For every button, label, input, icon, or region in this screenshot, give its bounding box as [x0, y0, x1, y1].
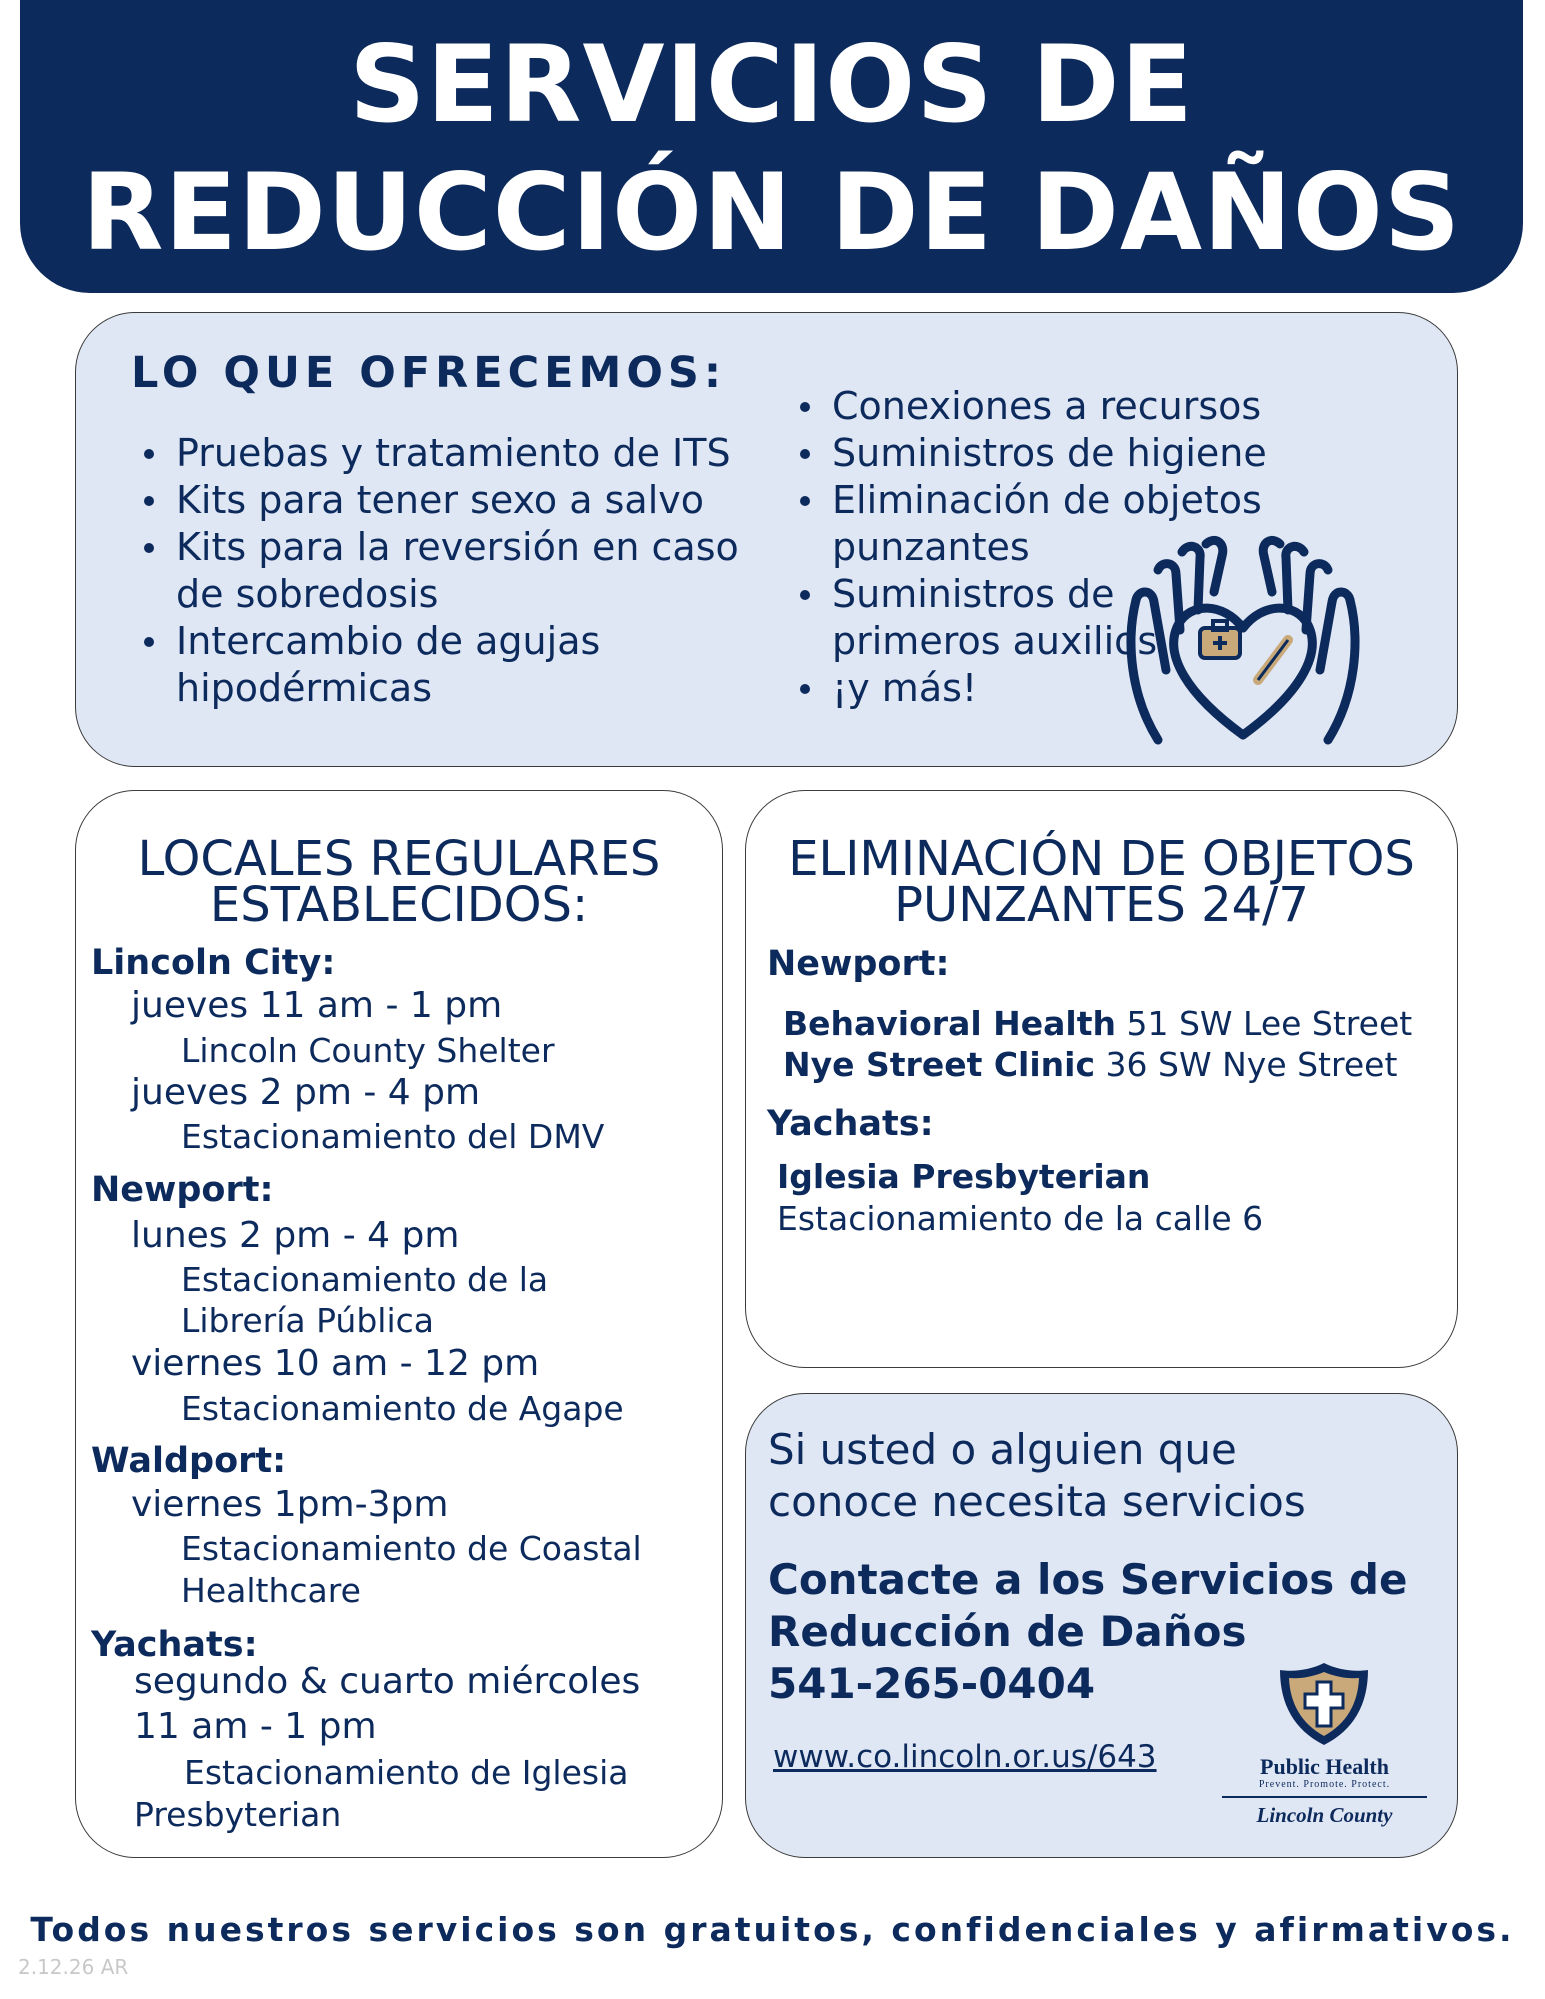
schedule-place: Estacionamiento de Agape: [181, 1389, 624, 1428]
document-code: 2.12.26 AR: [18, 1955, 129, 1979]
list-item: Kits para la reversión en caso de sobredosis: [138, 524, 756, 618]
sharps-location: Nye Street Clinic 36 SW Nye Street: [783, 1045, 1398, 1084]
contact-intro: Si usted o alguien que: [768, 1425, 1237, 1474]
list-item: ¡y más!: [794, 665, 1312, 712]
list-item: Eliminación de objetos punzantes: [794, 477, 1312, 571]
sharps-city-newport: Newport:: [767, 944, 950, 984]
schedule-time: segundo & cuarto miércoles: [134, 1661, 641, 1702]
schedule-time: viernes 10 am - 12 pm: [131, 1343, 540, 1384]
list-item: Suministros de higiene: [794, 430, 1312, 477]
list-item: Conexiones a recursos: [794, 383, 1312, 430]
schedule-place: Estacionamiento de la: [181, 1260, 549, 1299]
page-title-line2: REDUCCIÓN DE DAÑOS: [81, 151, 1462, 274]
sharps-title-line2: PUNZANTES 24/7: [894, 877, 1309, 933]
contact-website-link[interactable]: www.co.lincoln.or.us/643: [773, 1739, 1157, 1775]
logo-divider: [1222, 1796, 1427, 1798]
logo-tagline: Prevent. Promote. Protect.: [1258, 1779, 1391, 1790]
schedule-place: Librería Pública: [181, 1301, 434, 1340]
list-item: Pruebas y tratamiento de ITS: [138, 430, 756, 477]
list-item: Intercambio de agujas hipodérmicas: [138, 618, 756, 712]
page-title-line1: SERVICIOS DE: [349, 23, 1194, 146]
schedule-place: Estacionamiento de Iglesia: [184, 1753, 629, 1792]
shield-cross-icon: [1276, 1660, 1372, 1748]
contact-intro: conoce necesita servicios: [768, 1477, 1306, 1526]
list-item: Kits para tener sexo a salvo: [138, 477, 756, 524]
schedule-time: jueves 2 pm - 4 pm: [131, 1072, 481, 1113]
schedule-place: Healthcare: [181, 1571, 361, 1610]
schedule-time: viernes 1pm-3pm: [131, 1484, 449, 1525]
locations-title-line1: LOCALES REGULARES: [137, 831, 661, 887]
offer-list-left: [138, 430, 756, 712]
city-newport: Newport:: [91, 1170, 274, 1210]
contact-cta: Reducción de Daños: [768, 1607, 1247, 1656]
schedule-time: lunes 2 pm - 4 pm: [131, 1215, 460, 1256]
public-health-logo: [1222, 1660, 1427, 1840]
contact-cta: Contacte a los Servicios de: [768, 1555, 1408, 1604]
footer-statement: Todos nuestros servicios son gratuitos, confidenciales y afirmativos.: [30, 1910, 1515, 1949]
sharps-location-address: Estacionamiento de la calle 6: [777, 1199, 1264, 1238]
locations-card: [75, 790, 723, 1858]
list-item: Suministros de primeros auxilios: [794, 571, 1312, 665]
contact-phone[interactable]: 541-265-0404: [768, 1659, 1096, 1708]
city-lincoln: Lincoln City:: [91, 943, 336, 983]
schedule-place: Presbyterian: [134, 1795, 342, 1834]
sharps-location-name: Iglesia Presbyterian: [777, 1157, 1151, 1196]
schedule-time: 11 am - 1 pm: [134, 1706, 377, 1747]
locations-title-line2: ESTABLECIDOS:: [209, 877, 589, 933]
offer-title: LO QUE OFRECEMOS:: [131, 348, 727, 398]
sharps-disposal-card: [745, 790, 1458, 1368]
title-banner: [20, 0, 1523, 293]
schedule-place: Lincoln County Shelter: [181, 1031, 555, 1070]
logo-name: Public Health: [1260, 1754, 1389, 1779]
hands-heart-icon: [1118, 530, 1368, 760]
logo-county: Lincoln County: [1256, 1803, 1393, 1827]
sharps-title-line1: ELIMINACIÓN DE OBJETOS: [788, 831, 1415, 887]
schedule-time: jueves 11 am - 1 pm: [131, 985, 503, 1026]
sharps-city-yachats: Yachats:: [767, 1104, 934, 1144]
city-waldport: Waldport:: [91, 1441, 287, 1481]
city-yachats: Yachats:: [91, 1625, 258, 1665]
sharps-location: Behavioral Health 51 SW Lee Street: [783, 1004, 1413, 1043]
schedule-place: Estacionamiento del DMV: [181, 1117, 605, 1156]
schedule-place: Estacionamiento de Coastal: [181, 1529, 642, 1568]
